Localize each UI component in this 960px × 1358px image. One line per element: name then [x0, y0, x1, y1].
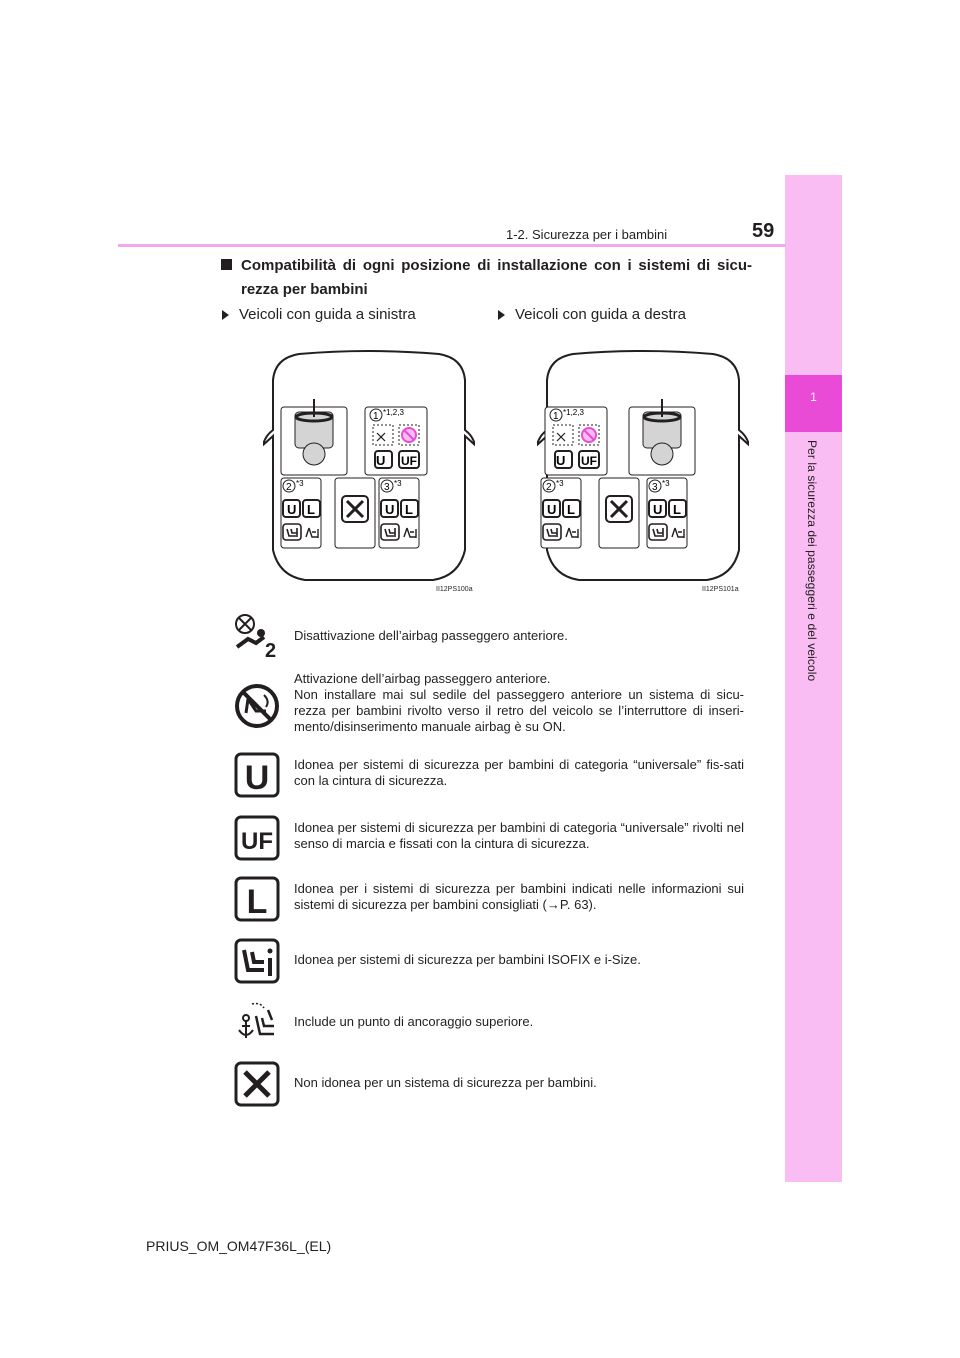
triangle-bullet-icon [222, 310, 229, 320]
subheading-left [222, 306, 416, 323]
seat-1-uf: UF [401, 454, 417, 468]
seat-3-l: L [405, 502, 413, 517]
subheading-right-text: Veicoli con guida a destra [515, 306, 686, 323]
seat-3-number: 3 [384, 482, 390, 493]
chapter-title: Per la sicurezza dei passeggeri e del veicolo [805, 440, 819, 682]
seat-1-note: *1,2,3 [383, 408, 404, 417]
legend-text: Idonea per sistemi di sicurezza per bambini di categoria “universale” rivolti nel senso di marcia e fissati con la cintura di sicurezza. [294, 820, 744, 851]
seat-2-u: U [287, 502, 297, 517]
rhd-car-diagram [537, 350, 749, 582]
airbag-off-icon [234, 613, 280, 659]
l-icon [234, 876, 280, 922]
subheading-right [498, 306, 686, 323]
triangle-bullet-icon [498, 310, 505, 320]
section-title: 1-2. Sicurezza per i bambini [506, 227, 668, 242]
seat-3-l: L [673, 502, 681, 517]
l-letter: L [246, 883, 268, 921]
x-icon [234, 1061, 280, 1107]
seat-2-number: 2 [546, 482, 552, 493]
uf-icon [234, 815, 280, 861]
legend-text: Idonea per sistemi di sicurezza per bambini ISOFIX e i-Size. [294, 952, 641, 967]
heading-text: Compatibilità di ogni posizione di installazione con i sistemi di sicu-rezza per bambini [241, 257, 752, 298]
chapter-number: 1 [810, 390, 817, 404]
seat-3-u: U [653, 502, 663, 517]
seat-3-note: *3 [394, 479, 402, 488]
seat-1-number: 1 [553, 411, 559, 422]
top-tether-icon [234, 1000, 280, 1046]
uf-letters: UF [241, 828, 273, 855]
driver-seat [629, 399, 695, 475]
page-number: 59 [752, 220, 775, 242]
seat-2-l: L [307, 502, 315, 517]
subheading-left-text: Veicoli con guida a sinistra [239, 306, 416, 323]
rear-seat-middle [335, 478, 375, 548]
rear-seat-middle [599, 478, 639, 548]
legend-text: Non idonea per un sistema di sicurezza per bambini. [294, 1075, 597, 1090]
seat-3-number: 3 [652, 482, 658, 493]
u-letter: U [244, 759, 270, 797]
lhd-diagram-code: II12PS100a [436, 586, 473, 593]
section-heading [224, 254, 752, 302]
seat-1-number: 1 [373, 411, 379, 422]
u-icon [234, 752, 280, 798]
seat-1-note: *1,2,3 [563, 408, 584, 417]
header-rule [118, 244, 786, 247]
footer-code: PRIUS_OM_OM47F36L_(EL) [146, 1238, 332, 1254]
seat-3-note: *3 [662, 479, 670, 488]
seat-2-note: *3 [296, 479, 304, 488]
seat-1-u: U [376, 453, 386, 468]
seat-2-l: L [567, 502, 575, 517]
lhd-car-diagram [263, 350, 475, 582]
heading-bullet-icon [221, 259, 232, 270]
seat-2-note: *3 [556, 479, 564, 488]
airbag-on-no-rear-facing-icon [234, 683, 280, 729]
driver-seat [281, 399, 347, 475]
legend-text: Disattivazione dell’airbag passeggero anteriore. [294, 628, 568, 643]
rhd-diagram-code: II12PS101a [702, 586, 739, 593]
seat-3-u: U [385, 502, 395, 517]
legend-text: Attivazione dell’airbag passeggero anteriore. Non installare mai sul sedile del passeggero anteriore un sistema di sicu-rezza per bambini rivolto verso il retro del veicolo se l’interruttore di inseri-mento/disinserimento manuale airbag è su ON. [294, 671, 744, 734]
seat-2-u: U [547, 502, 557, 517]
isofix-icon [234, 938, 280, 984]
seat-1-u: U [556, 453, 566, 468]
airbag-number: 2 [265, 640, 277, 659]
legend-text: Idonea per i sistemi di sicurezza per bambini indicati nelle informazioni sui sistemi di sicurezza per bambini consigliati (→P. 63). [294, 881, 744, 912]
seat-2-number: 2 [286, 482, 292, 493]
legend-text: Include un punto di ancoraggio superiore. [294, 1014, 534, 1029]
legend-text: Idonea per sistemi di sicurezza per bambini di categoria “universale” fis-sati con la cintura di sicurezza. [294, 757, 744, 788]
seat-1-uf: UF [581, 454, 597, 468]
